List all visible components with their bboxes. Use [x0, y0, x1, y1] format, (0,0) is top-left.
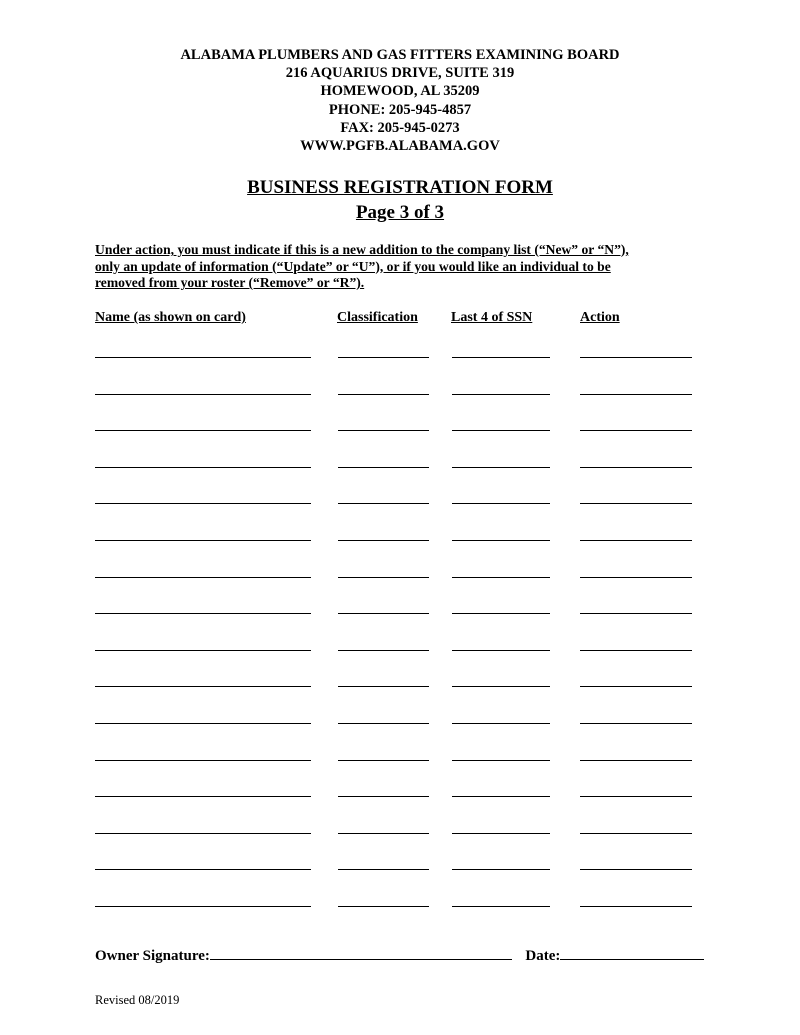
entry-row: [0, 906, 800, 908]
board-address: 216 AQUARIUS DRIVE, SUITE 319: [285, 65, 515, 82]
action-field[interactable]: [580, 430, 692, 431]
board-city: HOMEWOOD, AL 35209: [320, 83, 480, 100]
action-field[interactable]: [580, 613, 692, 614]
action-field[interactable]: [580, 833, 692, 834]
action-field[interactable]: [580, 760, 692, 761]
action-field[interactable]: [580, 869, 692, 870]
column-header-ssn: Last 4 of SSN: [451, 310, 533, 325]
classification-field[interactable]: [338, 430, 429, 431]
date-label: Date:: [525, 948, 561, 964]
page-indicator: Page 3 of 3: [355, 202, 445, 223]
ssn-field[interactable]: [452, 650, 550, 651]
classification-field[interactable]: [338, 503, 429, 504]
board-name: ALABAMA PLUMBERS AND GAS FITTERS EXAMINING BOARD: [180, 47, 620, 63]
entry-row: [0, 430, 800, 432]
ssn-field[interactable]: [452, 503, 550, 504]
entry-row: [0, 503, 800, 505]
column-header-action: Action: [580, 310, 620, 325]
entry-row: [0, 613, 800, 615]
action-field[interactable]: [580, 394, 692, 395]
name-field[interactable]: [95, 357, 311, 358]
classification-field[interactable]: [338, 394, 429, 395]
board-phone: PHONE: 205-945-4857: [328, 101, 472, 118]
name-field[interactable]: [95, 833, 311, 834]
name-field[interactable]: [95, 503, 311, 504]
entry-row: [0, 796, 800, 798]
date-field[interactable]: [560, 945, 704, 960]
ssn-field[interactable]: [452, 430, 550, 431]
action-field[interactable]: [580, 723, 692, 724]
name-field[interactable]: [95, 540, 311, 541]
ssn-field[interactable]: [452, 796, 550, 797]
ssn-field[interactable]: [452, 906, 550, 907]
column-header-classification: Classification: [337, 310, 418, 325]
classification-field[interactable]: [338, 357, 429, 358]
board-header: [0, 46, 800, 155]
ssn-field[interactable]: [452, 760, 550, 761]
column-header-name: Name (as shown on card): [95, 310, 246, 325]
name-field[interactable]: [95, 760, 311, 761]
classification-field[interactable]: [338, 686, 429, 687]
ssn-field[interactable]: [452, 577, 550, 578]
form-title-block: [0, 175, 800, 225]
ssn-field[interactable]: [452, 394, 550, 395]
classification-field[interactable]: [338, 613, 429, 614]
board-website: WWW.PGFB.ALABAMA.GOV: [300, 138, 500, 155]
classification-field[interactable]: [338, 833, 429, 834]
action-field[interactable]: [580, 577, 692, 578]
classification-field[interactable]: [338, 760, 429, 761]
entry-row: [0, 650, 800, 652]
action-field[interactable]: [580, 686, 692, 687]
action-field[interactable]: [580, 540, 692, 541]
signature-section: [95, 945, 704, 965]
name-field[interactable]: [95, 686, 311, 687]
instructions-line-3: removed from your roster (“Remove” or “R”).: [95, 275, 365, 290]
action-field[interactable]: [580, 650, 692, 651]
entry-row: [0, 760, 800, 762]
name-field[interactable]: [95, 430, 311, 431]
entry-row: [0, 394, 800, 396]
revision-note: Revised 08/2019: [95, 993, 180, 1007]
name-field[interactable]: [95, 394, 311, 395]
entry-row: [0, 357, 800, 359]
entry-row: [0, 833, 800, 835]
name-field[interactable]: [95, 723, 311, 724]
ssn-field[interactable]: [452, 686, 550, 687]
board-fax: FAX: 205-945-0273: [340, 119, 460, 136]
instructions-line-2: only an update of information (“Update” or “U”), or if you would like an individual to be: [95, 258, 611, 274]
action-field[interactable]: [580, 906, 692, 907]
classification-field[interactable]: [338, 650, 429, 651]
action-field[interactable]: [580, 796, 692, 797]
ssn-field[interactable]: [452, 613, 550, 614]
instructions-line-1: Under action, you must indicate if this is a new addition to the company list (“New” or “N”),: [95, 242, 629, 257]
entry-row: [0, 467, 800, 469]
ssn-field[interactable]: [452, 467, 550, 468]
ssn-field[interactable]: [452, 540, 550, 541]
ssn-field[interactable]: [452, 833, 550, 834]
name-field[interactable]: [95, 869, 311, 870]
name-field[interactable]: [95, 906, 311, 907]
name-field[interactable]: [95, 796, 311, 797]
instructions: [95, 242, 715, 292]
entry-row: [0, 540, 800, 542]
ssn-field[interactable]: [452, 357, 550, 358]
action-field[interactable]: [580, 503, 692, 504]
entry-row: [0, 686, 800, 688]
ssn-field[interactable]: [452, 869, 550, 870]
action-field[interactable]: [580, 357, 692, 358]
entry-row: [0, 723, 800, 725]
owner-signature-field[interactable]: [210, 945, 512, 960]
classification-field[interactable]: [338, 540, 429, 541]
name-field[interactable]: [95, 577, 311, 578]
classification-field[interactable]: [338, 467, 429, 468]
form-title: BUSINESS REGISTRATION FORM: [247, 177, 553, 198]
entry-row: [0, 577, 800, 579]
name-field[interactable]: [95, 613, 311, 614]
entry-row: [0, 869, 800, 871]
owner-signature-label: Owner Signature:: [95, 948, 210, 964]
ssn-field[interactable]: [452, 723, 550, 724]
name-field[interactable]: [95, 650, 311, 651]
action-field[interactable]: [580, 467, 692, 468]
classification-field[interactable]: [338, 906, 429, 907]
classification-field[interactable]: [338, 577, 429, 578]
classification-field[interactable]: [338, 723, 429, 724]
classification-field[interactable]: [338, 869, 429, 870]
name-field[interactable]: [95, 467, 311, 468]
classification-field[interactable]: [338, 796, 429, 797]
